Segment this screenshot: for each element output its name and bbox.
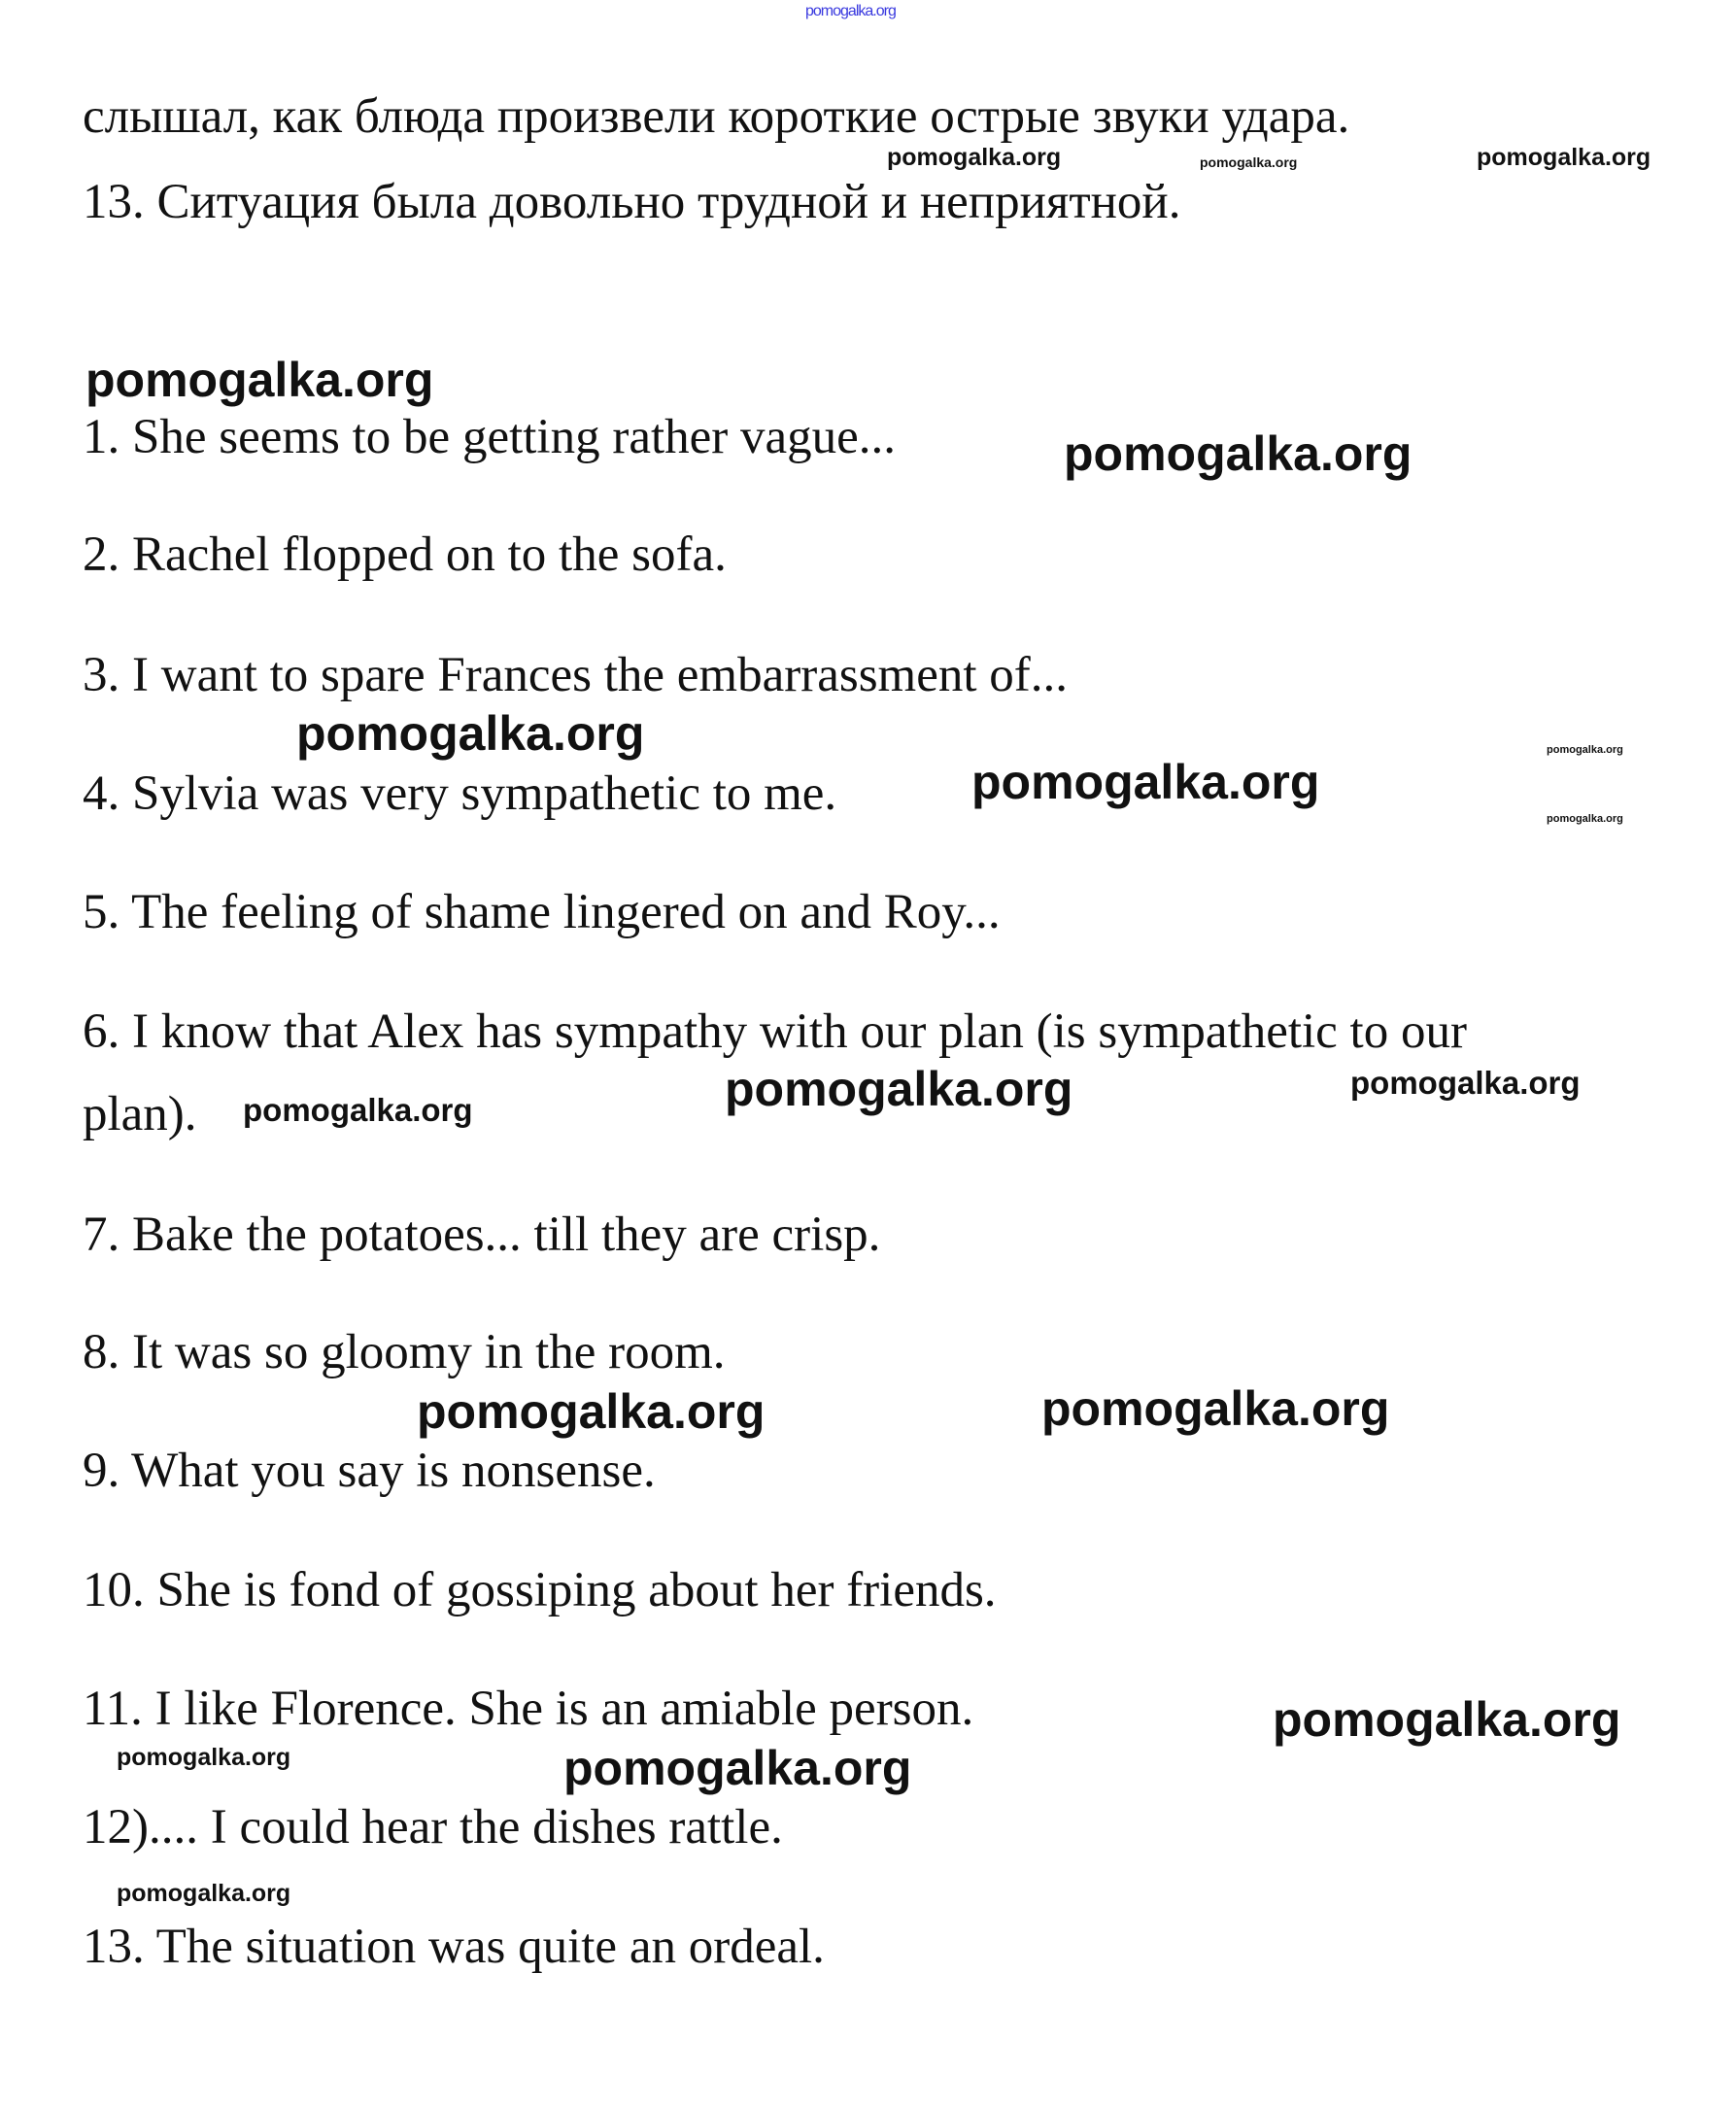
sentence-4: 4. Sylvia was very sympathetic to me. [83,766,837,821]
sentence-3: 3. I want to spare Frances the embarrassment of... [83,648,1068,702]
watermark: pomogalka.org [725,1062,1073,1116]
sentence-11: 11. I like Florence. She is an amiable person. [83,1682,974,1736]
watermark: pomogalka.org [117,1744,291,1771]
watermark: pomogalka.org [85,353,434,407]
watermark: pomogalka.org [1200,154,1298,170]
sentence-8: 8. It was so gloomy in the room. [83,1325,726,1379]
sentence-7: 7. Bake the potatoes... till they are crisp. [83,1208,881,1262]
watermark: pomogalka.org [417,1384,766,1439]
watermark: pomogalka.org [1547,744,1623,756]
watermark: pomogalka.org [1477,144,1651,171]
watermark: pomogalka.org [887,144,1062,171]
sentence-6-continued: plan). [83,1087,197,1141]
russian-line-2: 13. Ситуация была довольно трудной и неприятной. [83,175,1181,229]
watermark: pomogalka.org [1064,426,1413,481]
russian-line-1: слышал, как блюда произвели короткие острые звуки удара. [83,89,1350,144]
sentence-6: 6. I know that Alex has sympathy with our plan (is sympathetic to our [83,1004,1467,1059]
watermark: pomogalka.org [1350,1065,1581,1101]
sentence-2: 2. Rachel flopped on to the sofa. [83,528,727,582]
watermark: pomogalka.org [1547,813,1623,825]
watermark: pomogalka.org [971,755,1320,809]
sentence-1: 1. She seems to be getting rather vague... [83,410,897,464]
watermark: pomogalka.org [117,1880,291,1907]
watermark: pomogalka.org [243,1092,473,1128]
sentence-13: 13. The situation was quite an ordeal. [83,1920,825,1974]
sentence-9: 9. What you say is nonsense. [83,1444,656,1498]
sentence-10: 10. She is fond of gossiping about her friends. [83,1563,997,1617]
watermark: pomogalka.org [1041,1381,1390,1436]
sentence-12: 12).... I could hear the dishes rattle. [83,1800,783,1855]
watermark: pomogalka.org [563,1741,912,1795]
sentence-5: 5. The feeling of shame lingered on and Roy... [83,885,1001,939]
header-watermark: pomogalka.org [805,3,896,19]
watermark: pomogalka.org [296,706,645,761]
watermark: pomogalka.org [1273,1692,1621,1747]
